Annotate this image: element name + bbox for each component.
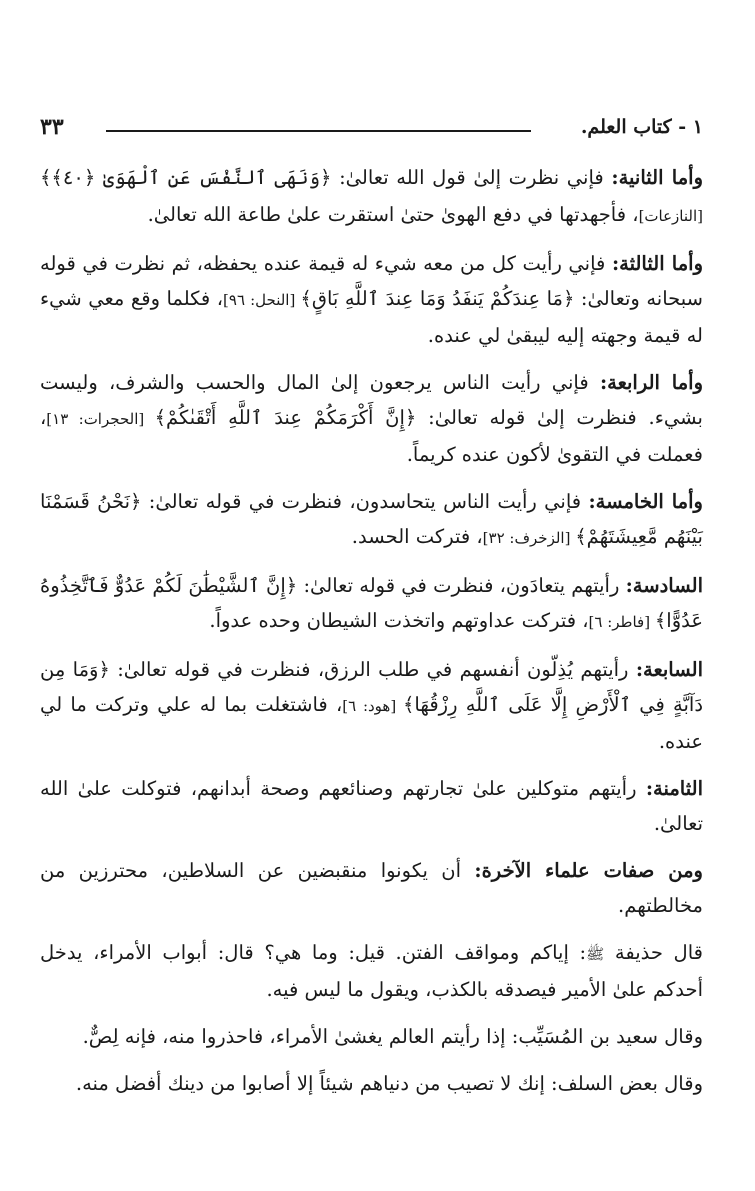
verse-reference: [الحجرات: ١٣] <box>46 410 155 428</box>
paragraph-text: فإني رأيت كل من معه شيء له قيمة عنده يحفظه، ثم نظرت في قوله سبحانه وتعالىٰ: <box>40 252 703 310</box>
header-rule <box>106 130 531 132</box>
paragraph-lead: الثامنة: <box>645 777 703 800</box>
quran-quote: ﴿وَمَا مِن دَآبَّةٍ فِي ٱلْأَرْضِ إِلَّا عَلَى ٱللَّهِ رِزْقُهَا﴾ <box>40 658 703 716</box>
paragraph-lead: وأما الرابعة: <box>599 371 704 394</box>
paragraph-saeed <box>40 1019 703 1054</box>
verse-reference: [الزخرف: ٣٢] <box>482 529 576 547</box>
paragraph-2 <box>40 160 703 234</box>
paragraph-4 <box>40 365 703 472</box>
quran-quote: ﴿وَنَهَى ٱلنَّفْسَ عَنِ ٱلْهَوَىٰ ﴿٤٠﴾﴾ <box>40 166 332 189</box>
paragraph-lead: ومن صفات علماء الآخرة: <box>474 859 703 882</box>
paragraph-scholars <box>40 853 703 923</box>
paragraph-text: ، فاشتغلت بما له علي وتركت ما لي عنده. <box>40 693 703 753</box>
paragraph-6 <box>40 568 703 640</box>
paragraph-lead: السادسة: <box>625 574 703 597</box>
paragraph-3 <box>40 246 703 353</box>
quran-quote: ﴿نَحْنُ قَسَمْنَا بَيْنَهُم مَّعِيشَتَهُمْ﴾ <box>40 490 703 548</box>
paragraph-text: فإني رأيت الناس يتحاسدون، فنظرت في قوله تعالىٰ: <box>141 490 589 513</box>
paragraph-lead: وأما الخامسة: <box>588 490 703 513</box>
paragraph-text: رأيتهم يتعادَون، فنظرت في قوله تعالىٰ: <box>297 574 626 597</box>
quran-quote: ﴿إِنَّ ٱلشَّيْطَٰنَ لَكُمْ عَدُوٌّ فَٱتَّخِذُوهُ عَدُوًّا﴾ <box>40 574 703 632</box>
paragraph-salaf <box>40 1066 703 1101</box>
verse-reference: [النحل: ٩٦] <box>223 291 301 309</box>
verse-reference: [النازعات] <box>638 207 703 225</box>
paragraph-7 <box>40 652 703 759</box>
page-number: ٣٣ <box>40 114 64 140</box>
paragraph-5 <box>40 484 703 556</box>
verse-reference: [هود: ٦] <box>342 697 403 715</box>
paragraph-text: وقال بعض السلف: إنك لا تصيب من دنياهم شيئاً إلا أصابوا من دينك أفضل منه. <box>75 1072 703 1095</box>
paragraph-text: ، فعملت في التقوىٰ لأكون عنده كريماً. <box>40 406 703 466</box>
verse-reference: [فاطر: ٦] <box>588 613 655 631</box>
paragraph-text: ، فتركت عداوتهم واتخذت الشيطان وحده عدواً. <box>209 609 589 632</box>
paragraph-text: ، فكلما وقع معي شيء له قيمة وجهته إليه ليبقىٰ لي عنده. <box>40 287 703 347</box>
paragraph-text: قال حذيفة <box>604 941 703 964</box>
honorific-glyph: ﷺ <box>586 945 605 963</box>
paragraph-text: أن يكونوا منقبضين عن السلاطين، محترزين من مخالطتهم. <box>40 859 703 917</box>
paragraph-lead: وأما الثانية: <box>611 166 703 189</box>
paragraph-text: ، فتركت الحسد. <box>351 525 483 548</box>
quran-quote: ﴿مَا عِندَكُمْ يَنفَدُ وَمَا عِندَ ٱللَّهِ بَاقٍ﴾ <box>300 287 575 310</box>
paragraph-lead: السابعة: <box>635 658 703 681</box>
paragraph-text: : إياكم ومواقف الفتن. قيل: وما هي؟ قال: أبواب الأمراء، يدخل أحدكم علىٰ الأمير فيصدقه بالكذب، ويقول ما ليس فيه. <box>40 941 703 1001</box>
quran-quote: ﴿إِنَّ أَكْرَمَكُمْ عِندَ ٱللَّهِ أَتْقَىٰكُمْ﴾ <box>154 406 417 429</box>
paragraph-8 <box>40 771 703 841</box>
paragraph-text: ، فأجهدتها في دفع الهوىٰ حتىٰ استقرت علىٰ طاعة الله تعالىٰ. <box>147 203 639 226</box>
paragraph-text: رأيتهم متوكلين علىٰ تجارتهم وصنائعهم وصحة أبدانهم، فتوكلت علىٰ الله تعالىٰ. <box>40 777 703 835</box>
paragraph-text: فإني رأيت الناس يرجعون إلىٰ المال والحسب والشرف، وليست بشيء. فنظرت إلىٰ قوله تعالىٰ: <box>40 371 703 429</box>
chapter-title: ١ - كتاب العلم. <box>580 116 703 138</box>
running-header <box>40 108 703 148</box>
paragraph-lead: وأما الثالثة: <box>611 252 703 275</box>
page-body <box>40 160 703 1113</box>
paragraph-text: وقال سعيد بن المُسَيِّب: إذا رأيتم العالم يغشىٰ الأمراء، فاحذروا منه، فإنه لِصٌّ. <box>82 1025 703 1048</box>
paragraph-hudhayfa <box>40 935 703 1007</box>
paragraph-text: رأيتهم يُذِلّون أنفسهم في طلب الرزق، فنظرت في قوله تعالىٰ: <box>109 658 636 681</box>
paragraph-text: فإني نظرت إلىٰ قول الله تعالىٰ: <box>331 166 612 189</box>
